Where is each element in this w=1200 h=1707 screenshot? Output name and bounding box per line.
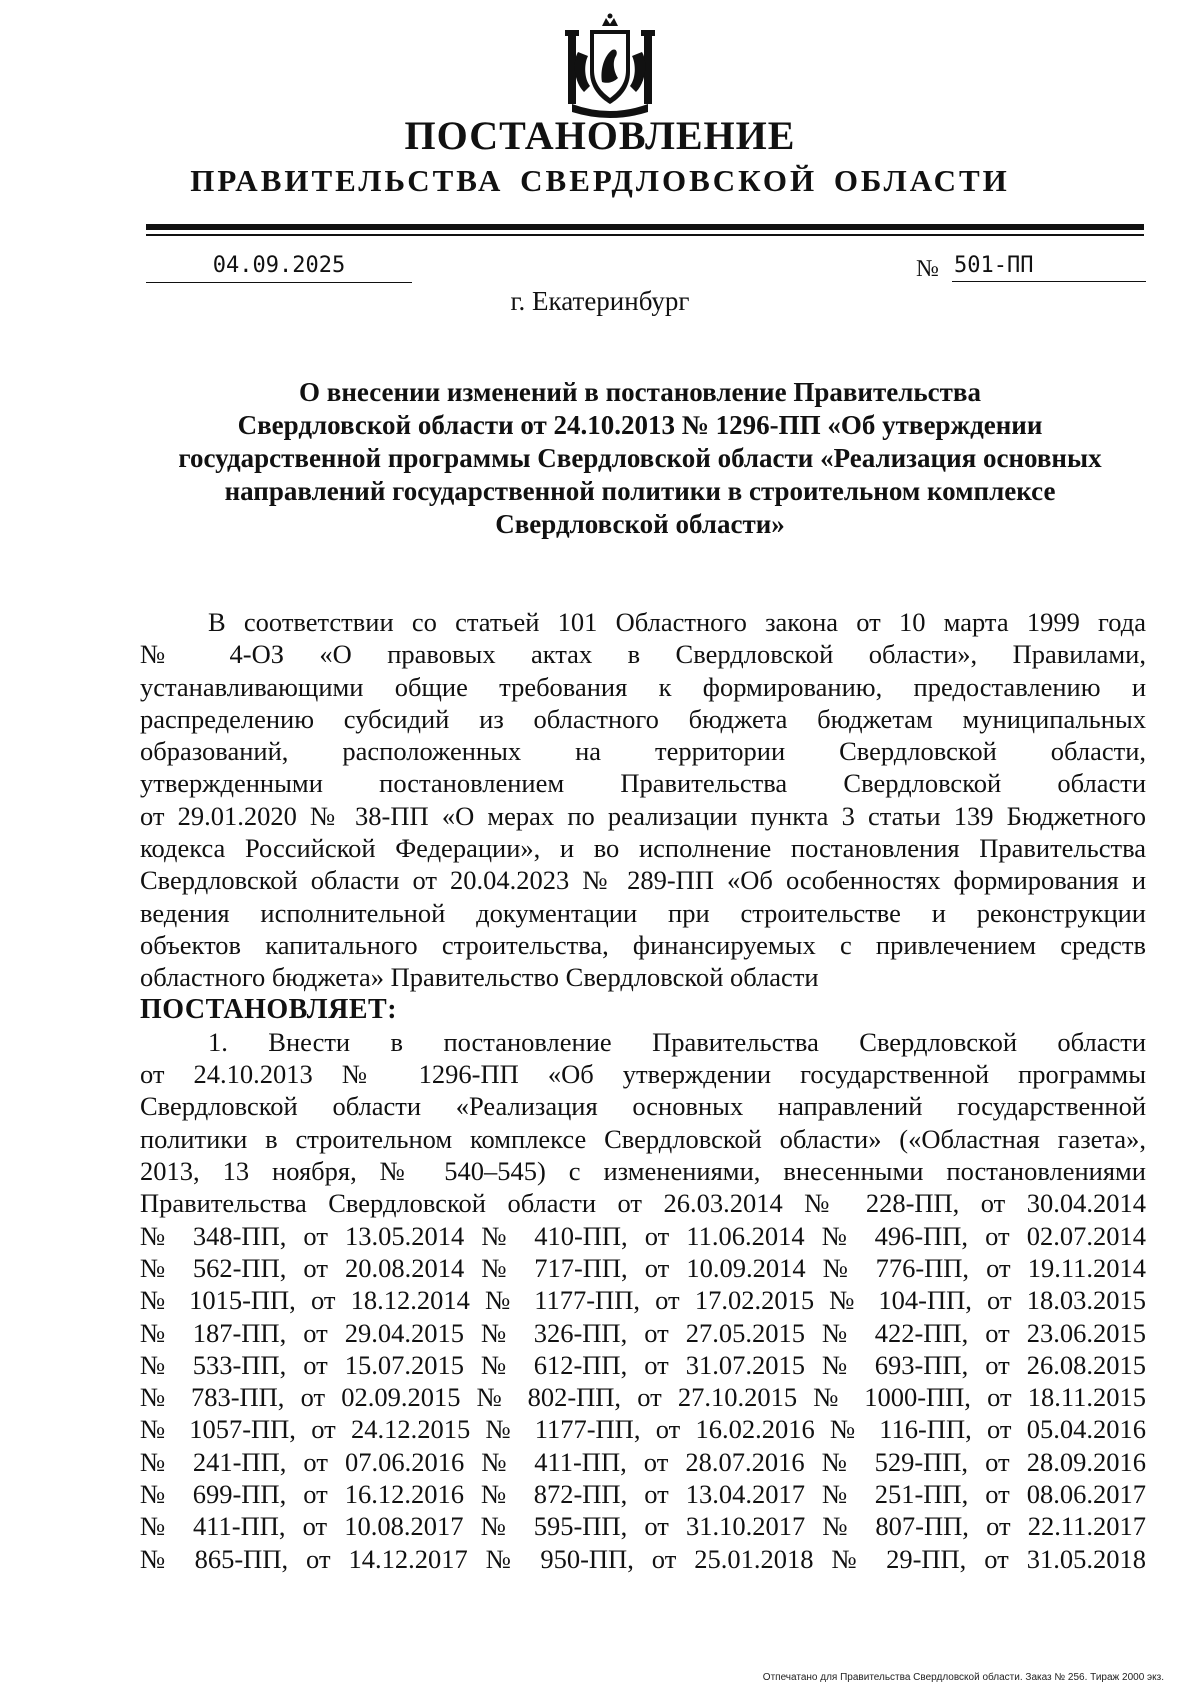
body-line: 1. Внести в постановление Правительства Свердловской области [208, 1026, 1146, 1057]
document-subtitle: ПРАВИТЕЛЬСТВА СВЕРДЛОВСКОЙ ОБЛАСТИ [190, 163, 1010, 198]
body-line: № 699-ПП, от 16.12.2016 № 872-ПП, от 13.04.2017 № 251-ПП, от 08.06.2017 [140, 1479, 1146, 1510]
heading-line: Свердловской области от 24.10.2013 № 1296-ПП «Об утверждении [237, 410, 1043, 440]
document-number: 501-ПП [952, 250, 1146, 282]
document-city: г. Екатеринбург [510, 286, 690, 316]
body-line: распределению субсидий из областного бюджета бюджетам муниципальных [140, 703, 1146, 734]
body-line: утвержденными постановлением Правительства Свердловской области [140, 768, 1146, 799]
body-line: № 865-ПП, от 14.12.2017 № 950-ПП, от 25.01.2018 № 29-ПП, от 31.05.2018 [140, 1543, 1146, 1574]
body-line: Правительства Свердловской области от 26.03.2014 № 228-ПП, от 30.04.2014 [140, 1188, 1146, 1219]
body-line: политики в строительном комплексе Свердловской области» («Областная газета», [140, 1123, 1146, 1154]
document-date: 04.09.2025 [146, 250, 412, 283]
body-line: от 29.01.2020 № 38-ПП «О мерах по реализации пункта 3 статьи 139 Бюджетного [140, 800, 1146, 831]
body-line: кодекса Российской Федерации», и во исполнение постановления Правительства [140, 833, 1146, 864]
resolves-keyword: ПОСТАНОВЛЯЕТ: [140, 993, 398, 1025]
number-sign: № [916, 256, 939, 282]
body-line: № 783-ПП, от 02.09.2015 № 802-ПП, от 27.10.2015 № 1000-ПП, от 18.11.2015 [140, 1382, 1146, 1413]
document-heading [140, 376, 1140, 541]
body-line: № 533-ПП, от 15.07.2015 № 612-ПП, от 31.07.2015 № 693-ПП, от 26.08.2015 [140, 1349, 1146, 1380]
heading-line: О внесении изменений в постановление Правительства [299, 377, 981, 407]
header-rule-thick [146, 224, 1144, 230]
body-line: № 411-ПП, от 10.08.2017 № 595-ПП, от 31.10.2017 № 807-ПП, от 22.11.2017 [140, 1511, 1146, 1542]
body-line: № 187-ПП, от 29.04.2015 № 326-ПП, от 27.05.2015 № 422-ПП, от 23.06.2015 [140, 1317, 1146, 1348]
body-line: № 4-ОЗ «О правовых актах в Свердловской области», Правилами, [140, 639, 1146, 670]
body-line: объектов капитального строительства, финансируемых с привлечением средств [140, 929, 1146, 960]
body-line: № 348-ПП, от 13.05.2014 № 410-ПП, от 11.06.2014 № 496-ПП, от 02.07.2014 [140, 1220, 1146, 1251]
header-rule-thin [146, 234, 1144, 236]
body-line: образований, расположенных на территории Свердловской области, [140, 736, 1146, 767]
heading-line: Свердловской области» [495, 509, 785, 539]
body-line: областного бюджета» Правительство Свердловской области [140, 962, 819, 993]
body-line: от 24.10.2013 № 1296-ПП «Об утверждении государственной программы [140, 1059, 1146, 1090]
body-line: 2013, 13 ноября, № 540–545) с изменениями, внесенными постановлениями [140, 1156, 1146, 1187]
document-title: ПОСТАНОВЛЕНИЕ [404, 113, 796, 158]
document-body [140, 606, 1146, 1575]
body-line: № 241-ПП, от 07.06.2016 № 411-ПП, от 28.07.2016 № 529-ПП, от 28.09.2016 [140, 1446, 1146, 1477]
body-line: В соответствии со статьей 101 Областного закона от 10 марта 1999 года [208, 607, 1146, 637]
body-line: устанавливающими общие требования к формированию, предоставлению и [140, 671, 1146, 702]
print-footer: Отпечатано для Правительства Свердловской области. Заказ № 256. Тираж 2000 экз. [762, 1672, 1164, 1683]
heading-line: государственной программы Свердловской области «Реализация основных [178, 443, 1102, 473]
body-line: ведения исполнительной документации при строительстве и реконструкции [140, 897, 1146, 928]
heading-line: направлений государственной политики в строительном комплексе [224, 476, 1056, 506]
coat-of-arms-emblem [562, 12, 658, 120]
body-line: № 562-ПП, от 20.08.2014 № 717-ПП, от 10.09.2014 № 776-ПП, от 19.11.2014 [140, 1252, 1146, 1283]
body-line: Свердловской области «Реализация основных направлений государственной [140, 1091, 1146, 1122]
body-line: № 1015-ПП, от 18.12.2014 № 1177-ПП, от 17.02.2015 № 104-ПП, от 18.03.2015 [140, 1285, 1146, 1316]
body-line: Свердловской области от 20.04.2023 № 289-ПП «Об особенностях формирования и [140, 865, 1146, 896]
body-line: № 1057-ПП, от 24.12.2015 № 1177-ПП, от 16.02.2016 № 116-ПП, от 05.04.2016 [140, 1414, 1146, 1445]
